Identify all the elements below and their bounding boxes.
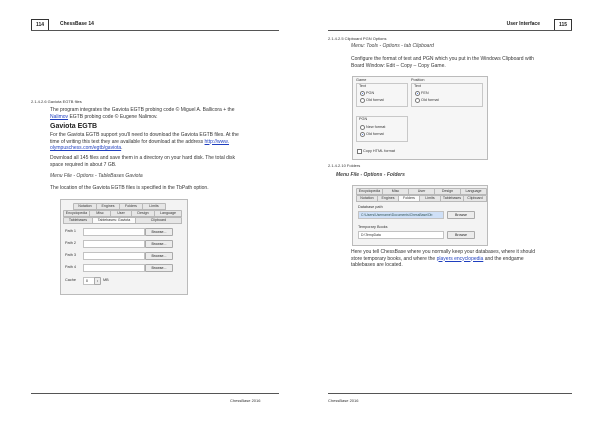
tab-tablebases[interactable]: Tablebases xyxy=(440,195,464,202)
left-page-header xyxy=(31,19,279,30)
position-old-format-label: Old format xyxy=(421,97,439,102)
players-encyclopedia-link[interactable]: players encyclopedia xyxy=(436,255,484,262)
right-footer: ChessBase 2016 xyxy=(328,398,359,403)
path-3-input[interactable] xyxy=(83,252,145,260)
clipboard-line-2: Board Window: Edit – Copy – Copy Game. xyxy=(351,62,446,69)
position-group-label: Position xyxy=(411,78,425,82)
database-path-label: Database path xyxy=(358,205,383,209)
tab-notation[interactable]: Notation xyxy=(356,195,378,202)
database-browse-button[interactable]: Browse xyxy=(447,211,475,219)
tab-engines[interactable]: Engines xyxy=(377,195,399,202)
tab-clipboard[interactable]: Clipboard xyxy=(135,217,182,224)
para1-line-3 xyxy=(50,145,282,152)
gaviota-url-link-part2[interactable]: olympuschess.com/egtb/gaviota xyxy=(50,145,122,151)
path-4-label: Path 4 xyxy=(65,265,76,269)
cache-input[interactable]: 8 xyxy=(83,277,95,285)
pgn-old-format-radio[interactable] xyxy=(360,132,365,137)
game-pgn-radio[interactable] xyxy=(360,91,365,96)
temporary-browse-button[interactable]: Browse xyxy=(447,231,475,239)
cache-unit: MB xyxy=(103,278,109,282)
tab-user[interactable]: User xyxy=(110,210,132,217)
tab-misc[interactable]: Misc xyxy=(382,188,409,195)
folders-menu-path: Menu File - Options - Folders xyxy=(336,172,405,178)
pgn-group-label: PGN xyxy=(359,117,368,121)
header-rule xyxy=(31,30,279,31)
header-rule xyxy=(328,30,572,31)
page-number: 115 xyxy=(554,19,572,31)
tab-encyclopedia[interactable]: Encyclopedia xyxy=(356,188,383,195)
footer-rule xyxy=(31,393,279,394)
spinner-arrows-icon: ↕ xyxy=(96,279,99,283)
clipboard-paragraph xyxy=(351,56,586,69)
para1-line-1: For the Gaviota EGTB support you'll need to download the Gaviota EGTB files. At the xyxy=(50,132,239,138)
tab-folders[interactable]: Folders xyxy=(119,203,143,210)
tab-language[interactable]: Language xyxy=(460,188,487,195)
header-title: User Interface xyxy=(506,21,540,27)
tab-folders[interactable]: Folders xyxy=(398,195,420,202)
folders-line-2-end: and the endgame xyxy=(483,255,524,262)
files-paragraph xyxy=(50,155,282,168)
intro-line-1: The program integrates the Gaviota EGTB probing code © Miguel A. Ballicora + the xyxy=(50,107,235,113)
right-page xyxy=(300,0,600,424)
game-old-format-radio[interactable] xyxy=(360,98,365,103)
tab-language[interactable]: Language xyxy=(154,210,182,217)
pgn-new-format-label: New format xyxy=(366,124,386,129)
folders-section-number: 2.1.4.2.10 Folders xyxy=(328,163,361,168)
pgn-group xyxy=(356,116,408,142)
footer-rule xyxy=(328,393,572,394)
download-paragraph xyxy=(50,132,282,152)
folders-line-1: Here you tell ChessBase where you normally keep your databases, where it should xyxy=(351,249,535,255)
cache-label: Cache xyxy=(65,278,76,282)
cache-spinner[interactable] xyxy=(94,277,101,285)
copy-html-checkbox[interactable] xyxy=(357,149,362,154)
game-old-format-label: Old format xyxy=(366,97,384,102)
pgn-new-format-radio[interactable] xyxy=(360,125,365,130)
intro-line-2 xyxy=(50,114,280,121)
temporary-books-input[interactable]: D:\TempData xyxy=(358,231,444,239)
tab-misc[interactable]: Misc xyxy=(89,210,111,217)
tab-design[interactable]: Design xyxy=(434,188,461,195)
tab-limits[interactable]: Limits xyxy=(419,195,441,202)
gaviota-url-link-part1[interactable]: http://www. xyxy=(204,138,229,145)
tab-user[interactable]: User xyxy=(408,188,435,195)
position-fen-radio[interactable] xyxy=(415,91,420,96)
tab-design[interactable]: Design xyxy=(131,210,155,217)
tab-notation[interactable]: Notation xyxy=(73,203,97,210)
folders-line-2-start: store temporary books, and where the xyxy=(351,255,437,262)
position-text-label: Text xyxy=(414,84,421,88)
folders-paragraph xyxy=(351,249,586,269)
path-2-label: Path 2 xyxy=(65,241,76,245)
position-fen-label: FEN xyxy=(421,90,429,95)
page-number: 114 xyxy=(31,19,49,31)
game-pgn-label: PGN xyxy=(366,90,375,95)
path-4-input[interactable] xyxy=(83,264,145,272)
header-title: ChessBase 14 xyxy=(60,21,94,27)
pgn-old-format-label: Old format xyxy=(366,131,384,136)
database-path-input[interactable]: C:\Users\Username\Documents\ChessBase\Db xyxy=(358,211,444,219)
section-number: 2.1.4.2.6 Gaviota EGTB files xyxy=(31,99,82,104)
tab-tablebases-gaviota[interactable]: Tablebases: Gaviota xyxy=(92,217,136,224)
clipboard-menu-path: Menu: Tools - Options - tab Clipboard xyxy=(351,43,434,49)
path-4-browse-button[interactable]: Browse... xyxy=(145,264,173,272)
path-1-browse-button[interactable]: Browse... xyxy=(145,228,173,236)
para1-line-3-rest: . xyxy=(121,145,123,151)
temporary-books-label: Temporary Books xyxy=(358,225,388,229)
menu-path: Menu File - Options - TableBases Gaviota xyxy=(50,173,143,179)
intro-line-2-rest: EGTB probing code © Eugene Nalimov. xyxy=(68,113,158,120)
game-text-label: Text xyxy=(359,84,366,88)
position-old-format-radio[interactable] xyxy=(415,98,420,103)
nalimov-link[interactable]: Nalimov xyxy=(50,113,69,120)
gaviota-options-dialog xyxy=(60,199,188,295)
tab-limits[interactable]: Limits xyxy=(142,203,166,210)
path-1-label: Path 1 xyxy=(65,229,76,233)
path-2-input[interactable] xyxy=(83,240,145,248)
intro-paragraph xyxy=(50,107,280,120)
clipboard-options-dialog xyxy=(352,76,488,160)
tab-tablebases[interactable]: Tablebases xyxy=(63,217,93,224)
tab-engines[interactable]: Engines xyxy=(96,203,120,210)
path-3-browse-button[interactable]: Browse... xyxy=(145,252,173,260)
para2-line-1: Download all 145 files and save them in a directory on your hard disk. The total disk xyxy=(50,155,236,161)
clipboard-section-number: 2.1.4.2.5 Clipboard PGN Options xyxy=(328,36,387,41)
folders-line-3: tablebases are located. xyxy=(351,262,403,268)
position-text-group xyxy=(411,83,483,107)
left-footer: ChessBase 2016 xyxy=(230,398,261,403)
tbpath-paragraph: The location of the Gaviota EGTB files is specified in the TbPath option. xyxy=(50,185,209,191)
clipboard-line-1: Configure the format of text and PGN which you put in the Windows Clipboard with xyxy=(351,56,534,62)
folders-options-dialog xyxy=(352,185,488,246)
para2-line-2: space required in about 7 GB. xyxy=(50,161,117,168)
path-3-label: Path 3 xyxy=(65,253,76,257)
path-1-input[interactable] xyxy=(83,228,145,236)
path-2-browse-button[interactable]: Browse... xyxy=(145,240,173,248)
copy-html-label: Copy HTML format xyxy=(363,148,395,153)
game-group-label: Game xyxy=(356,78,367,82)
para1-line-2-text: time of writing this text they are available for download at the address xyxy=(50,138,205,145)
tab-clipboard[interactable]: Clipboard xyxy=(463,195,487,202)
tab-encyclopedia[interactable]: Encyclopedia xyxy=(63,210,90,217)
right-page-header xyxy=(328,19,572,30)
game-text-group xyxy=(356,83,408,107)
section-heading: Gaviota EGTB xyxy=(50,123,98,130)
